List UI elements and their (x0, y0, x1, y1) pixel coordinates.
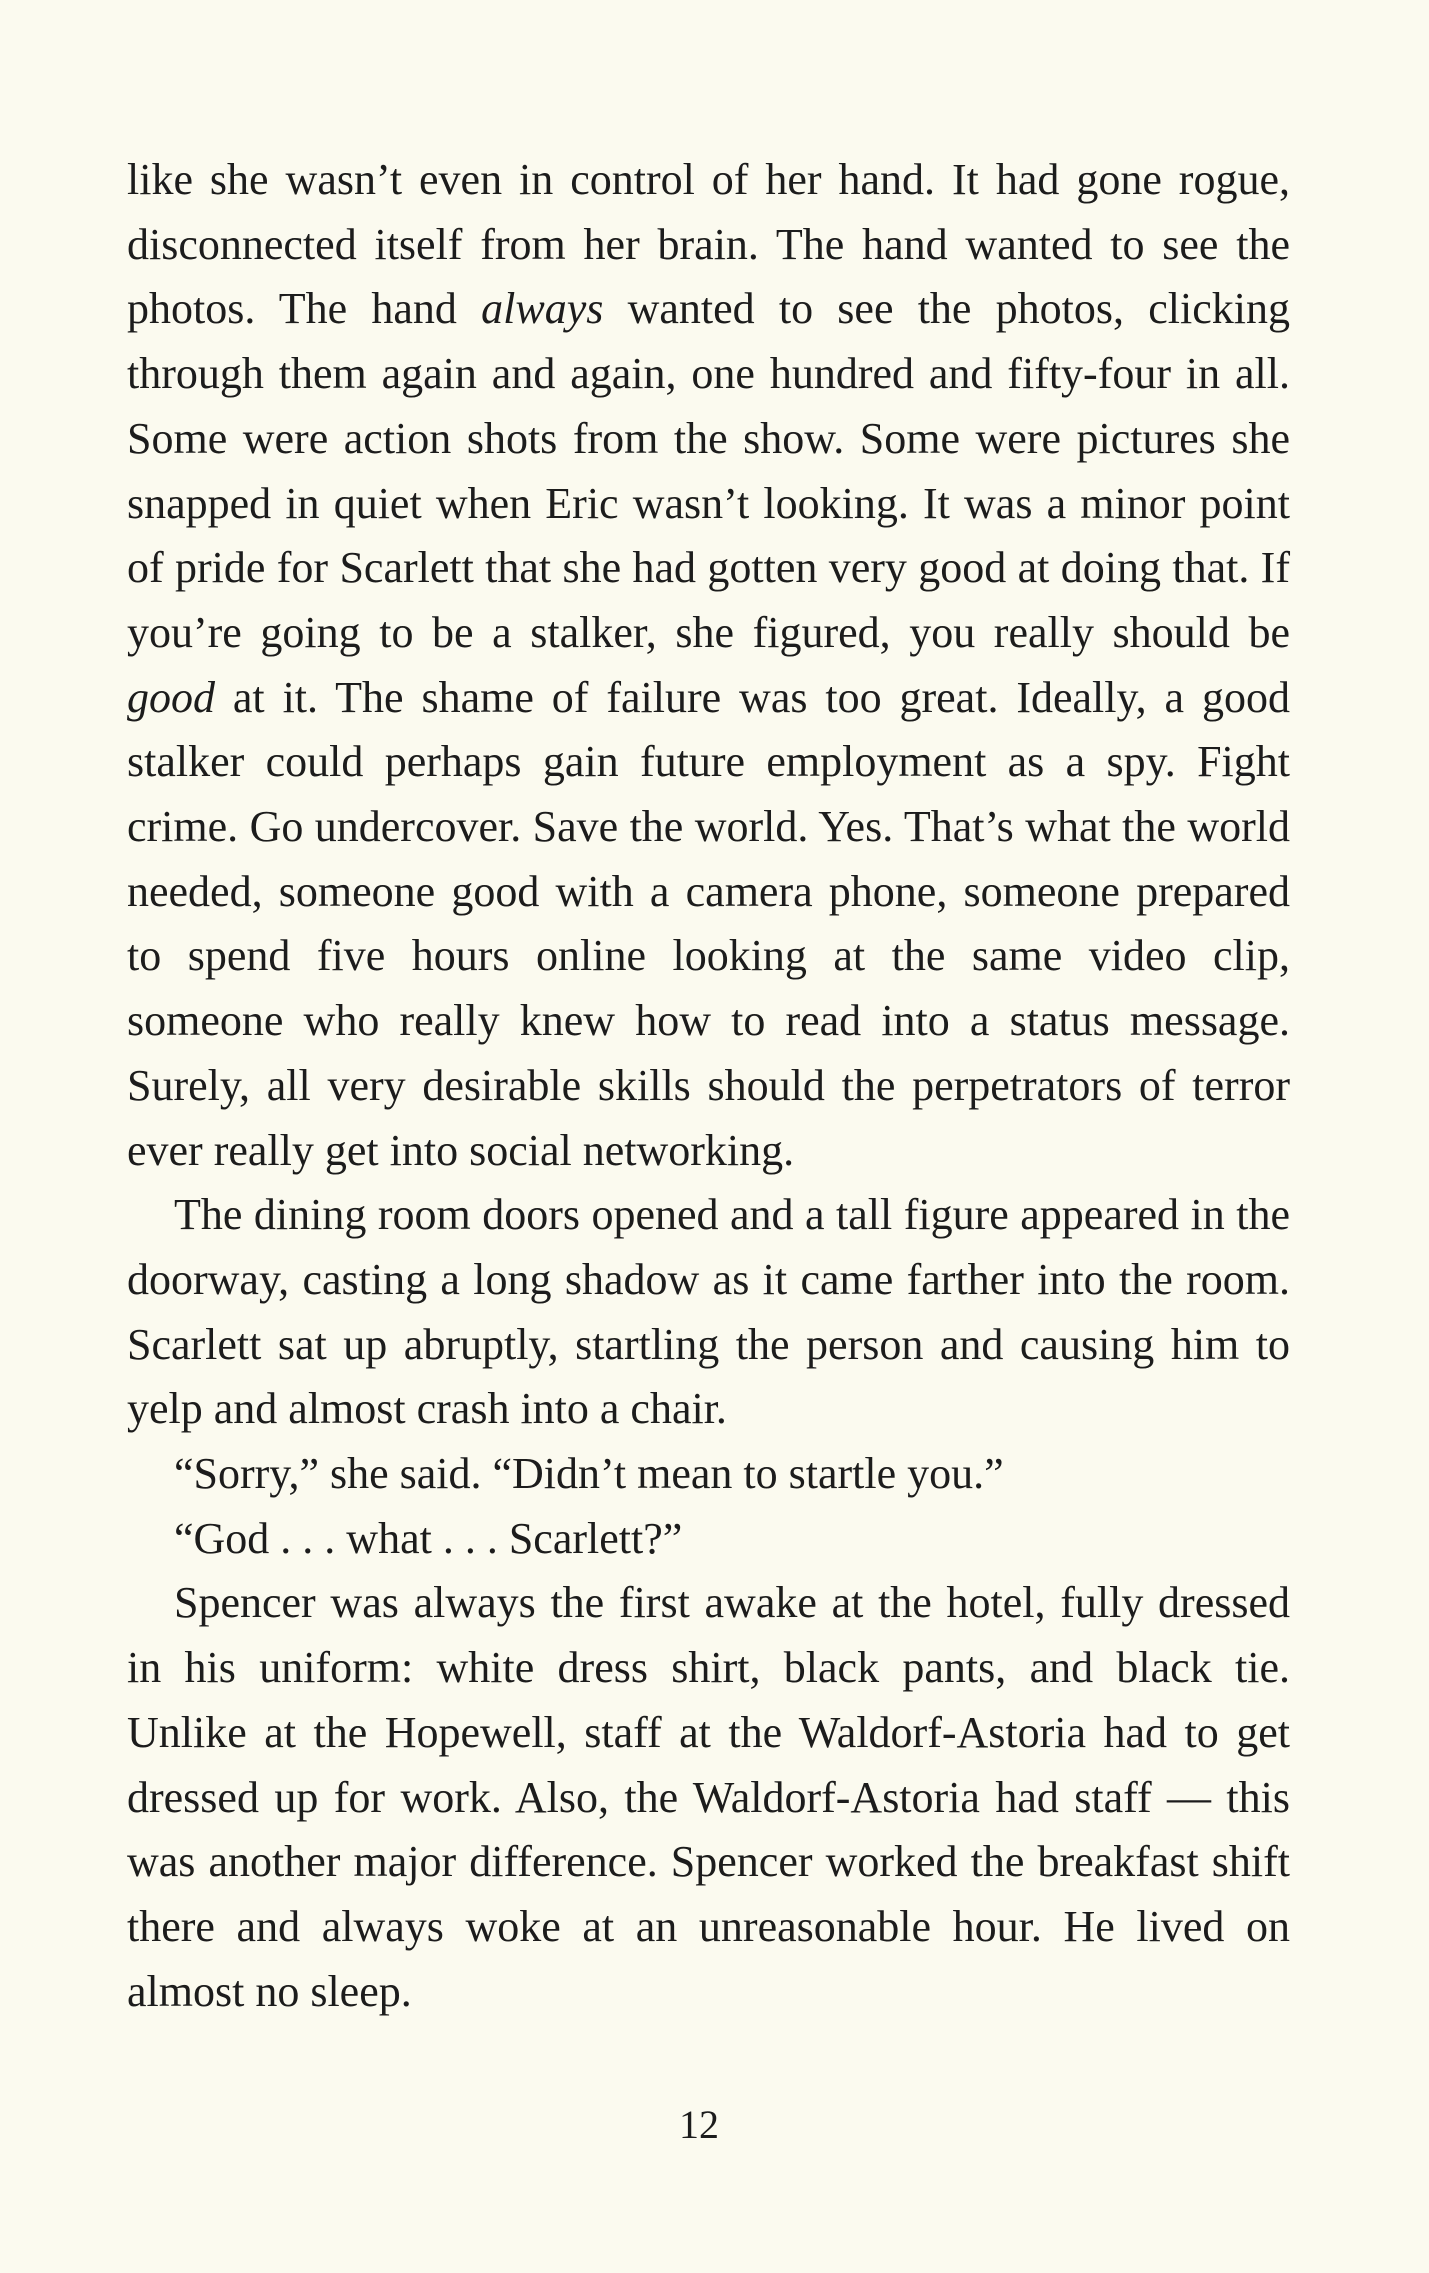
text-segment: at it. The shame of failure was too great. Ideally, a good stalker could perhaps gain future employment as a spy. Fight crime. Go undercover. Save the world. Yes. That’s what the world needed, someone good with a camera phone, someone prepared to spend five hours online looking at the same video clip, someone who really knew how to read into a status message. Surely, all very desirable skills should the perpetrators of terror ever really get into social networking. (127, 672, 1290, 1175)
text-segment: wanted to see the photos, clicking through them again and again, one hundred and fifty-four in all. Some were action shots from the show. Some were pictures she snapped in quiet when Eric wasn’t looking. It was a minor point of pride for Scarlett that she had gotten very good at doing that. If you’re going to be a stalker, she figured, you really should be (127, 284, 1290, 657)
page-number: 12 (679, 2102, 719, 2147)
paragraph-dining-room: The dining room doors opened and a tall figure appeared in the doorway, casting a long shadow as it came farther into the room. Scarlett sat up abruptly, startling the person and causing him to yelp and almost crash into a chair. (127, 1190, 1290, 1434)
paragraph-dialogue-god: “God . . . what . . . Scarlett?” (174, 1513, 683, 1563)
body-text (127, 148, 1290, 2024)
paragraph-spencer: Spencer was always the first awake at the hotel, fully dressed in his uniform: white dress shirt, black pants, and black tie. Unlike at the Hopewell, staff at the Waldorf-Astoria had to get dressed up for work. Also, the Waldorf-Astoria had staff — this was another major difference. Spencer worked the breakfast shift there and always woke at an unreasonable hour. He lived on almost no sleep. (127, 1578, 1290, 2016)
text-segment: like she wasn’t even in control of her hand. It had gone rogue, disconnected itself from her brain. The hand wanted to see the photos. The hand (127, 155, 1290, 334)
paragraph-continued (127, 148, 1290, 1183)
emphasis-always: always (481, 284, 604, 334)
emphasis-good: good (127, 672, 215, 722)
paragraph-dialogue-sorry: “Sorry,” she said. “Didn’t mean to startle you.” (174, 1449, 1004, 1499)
